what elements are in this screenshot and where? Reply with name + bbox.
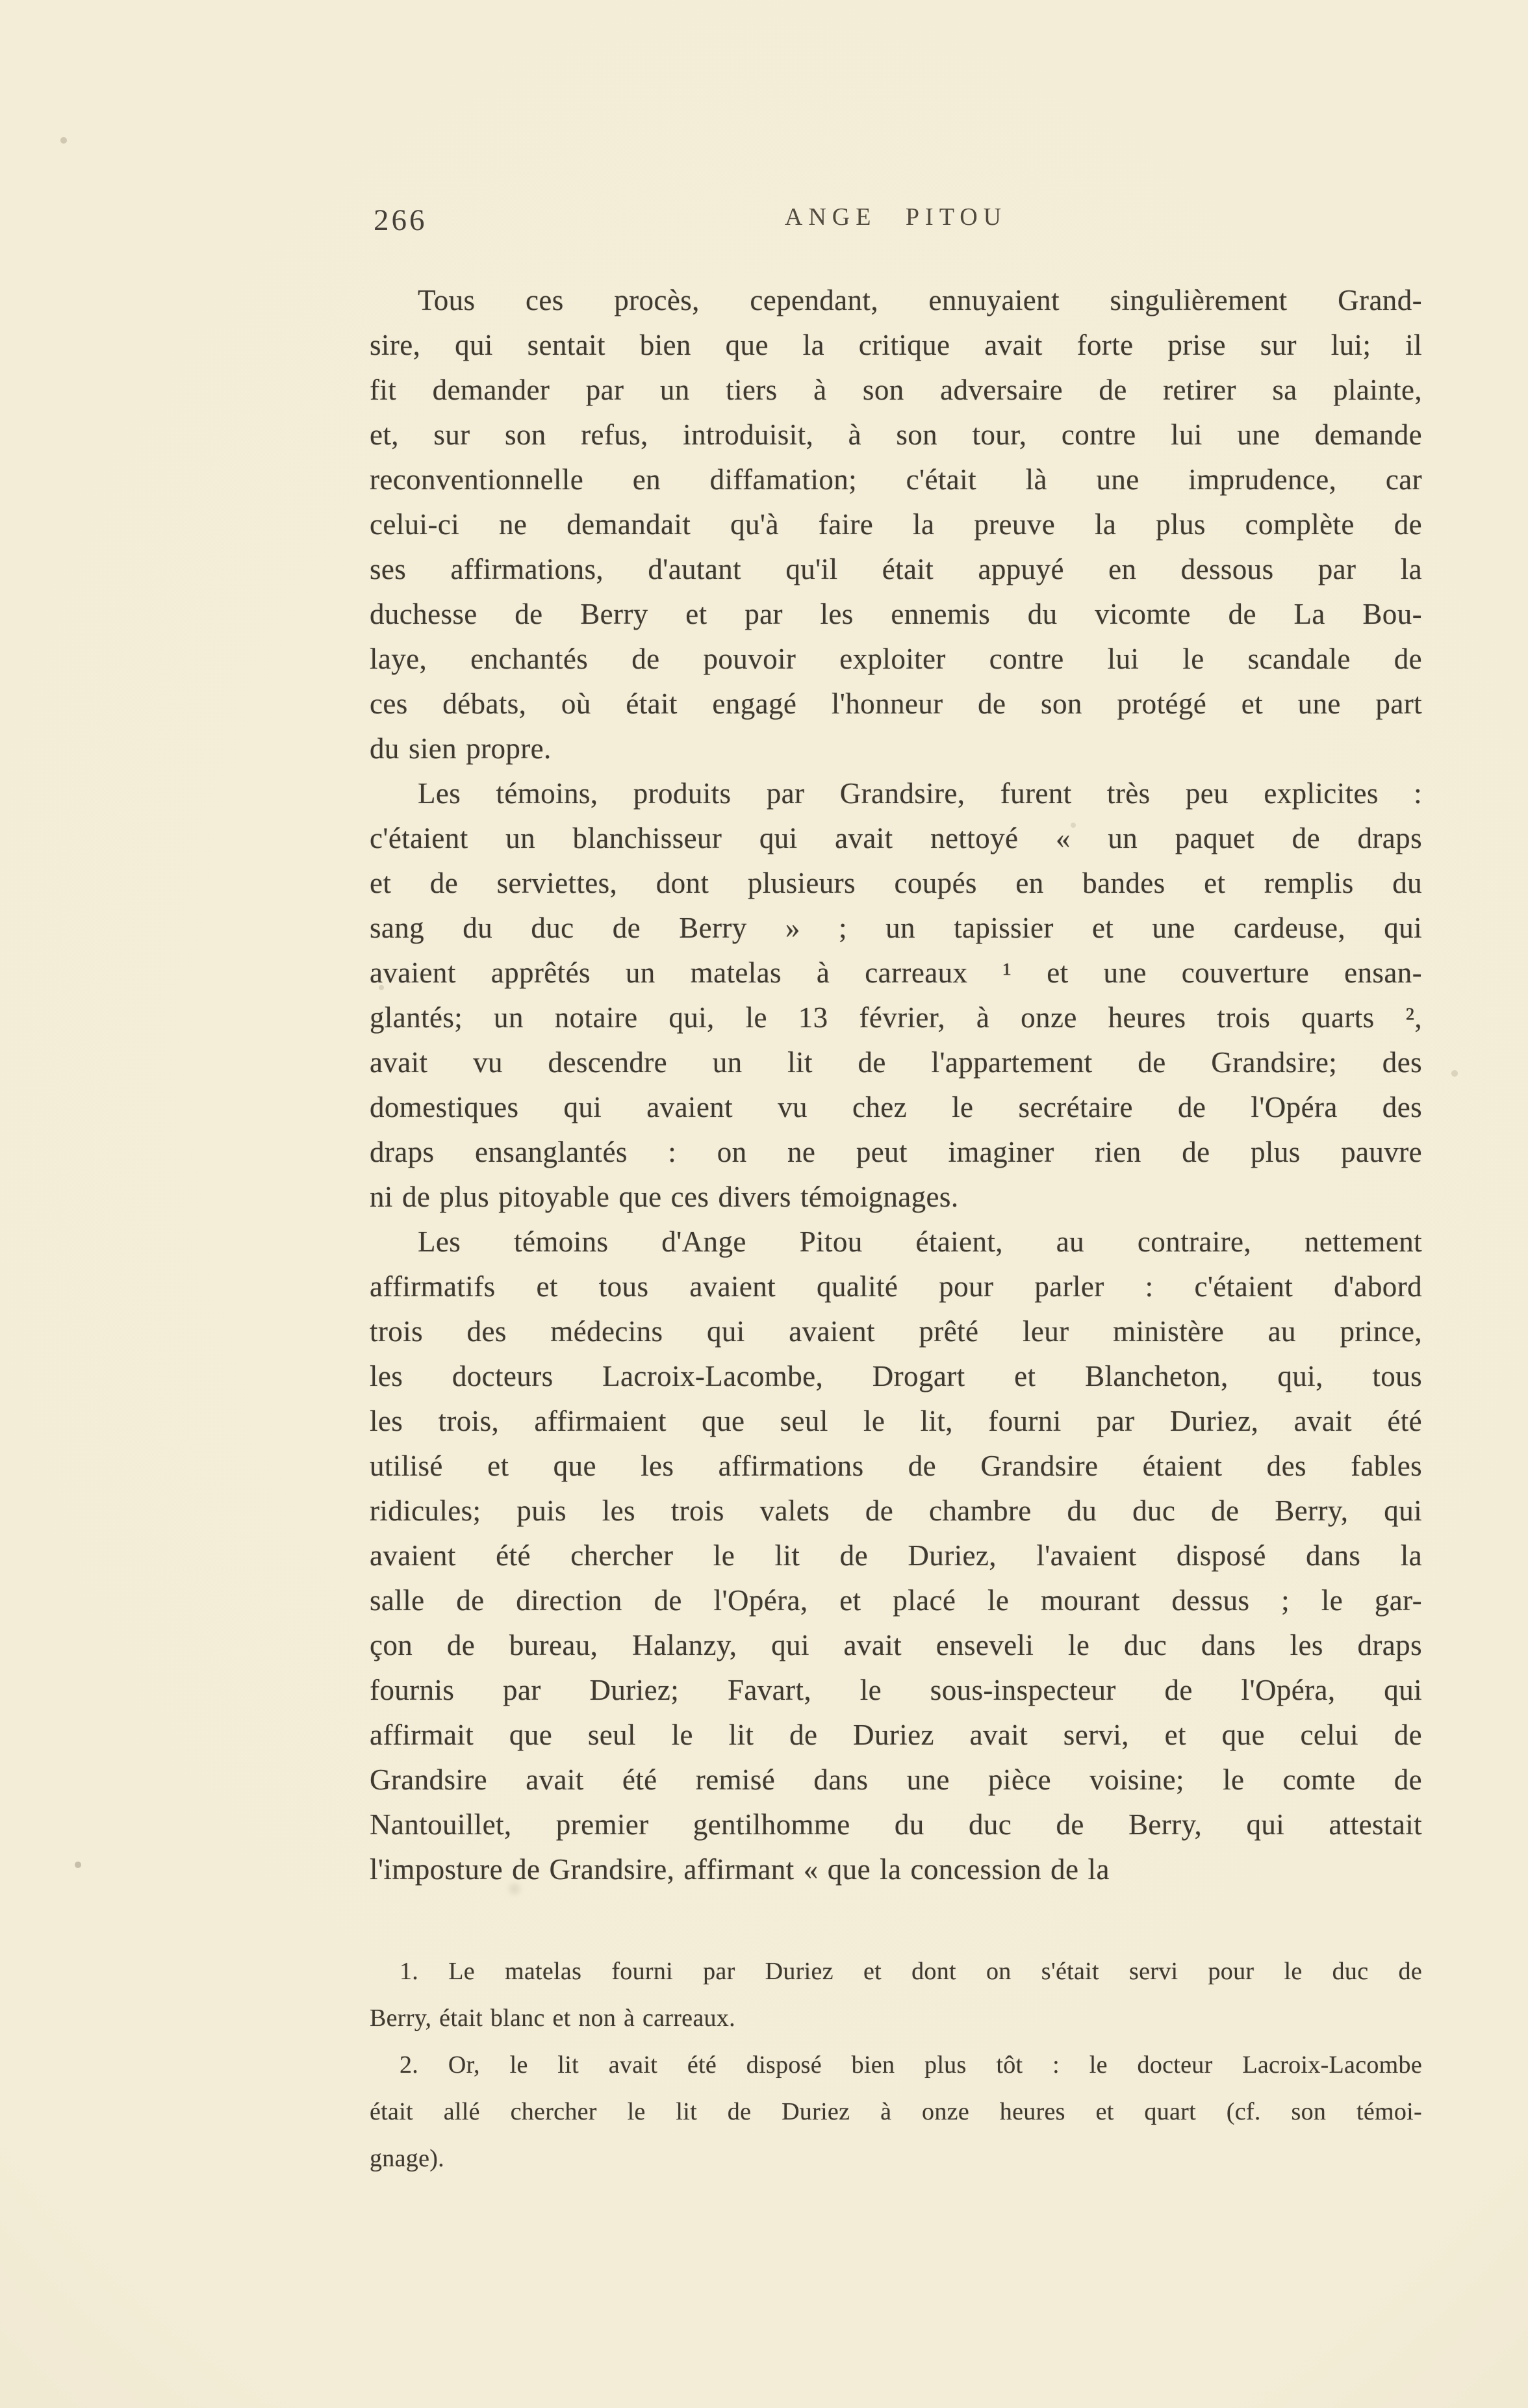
footnote-line: était allé chercher le lit de Duriez à onze heures et quart (cf. son témoi- xyxy=(370,2098,1422,2125)
text-line: du sien propre. xyxy=(370,732,552,765)
text-line: reconventionnelle en diffamation; c'était là une imprudence, car xyxy=(370,463,1422,496)
text-line: et, sur son refus, introduisit, à son tour, contre lui une demande xyxy=(370,418,1422,451)
text-line: Tous ces procès, cependant, ennuyaient singulièrement Grand- xyxy=(418,284,1422,316)
text-line: et de serviettes, dont plusieurs coupés en bandes et remplis du xyxy=(370,867,1422,899)
text-line: ses affirmations, d'autant qu'il était appuyé en dessous par la xyxy=(370,553,1422,585)
text-line: les docteurs Lacroix-Lacombe, Drogart et Blancheton, qui, tous xyxy=(370,1360,1422,1392)
text-line: avaient apprêtés un matelas à carreaux ¹ et une couverture ensan- xyxy=(370,956,1422,989)
text-line: domestiques qui avaient vu chez le secrétaire de l'Opéra des xyxy=(370,1091,1422,1123)
text-line: affirmatifs et tous avaient qualité pour parler : c'étaient d'abord xyxy=(370,1270,1422,1303)
text-line: Nantouillet, premier gentilhomme du duc de Berry, qui attestait xyxy=(370,1808,1422,1841)
text-line: Les témoins, produits par Grandsire, furent très peu explicites : xyxy=(418,777,1422,810)
text-line: çon de bureau, Halanzy, qui avait enseveli le duc dans les draps xyxy=(370,1629,1422,1661)
body-text xyxy=(370,278,1422,1892)
footnote-line: 1. Le matelas fourni par Duriez et dont on s'était servi pour le duc de xyxy=(400,1958,1422,1985)
text-line: fournis par Duriez; Favart, le sous-inspecteur de l'Opéra, qui xyxy=(370,1674,1422,1706)
paper-specks xyxy=(0,0,3,3)
page-header xyxy=(370,203,1422,250)
page-number: 266 xyxy=(374,203,427,237)
text-line: glantés; un notaire qui, le 13 février, à onze heures trois quarts ², xyxy=(370,1001,1422,1034)
text-line: celui-ci ne demandait qu'à faire la preuve la plus complète de xyxy=(370,508,1422,541)
footnote-line: Berry, était blanc et non à carreaux. xyxy=(370,2005,735,2032)
paragraph xyxy=(370,771,1422,1220)
text-line: avaient été chercher le lit de Duriez, l'avaient disposé dans la xyxy=(370,1539,1422,1572)
text-column xyxy=(370,203,1422,2182)
footnotes xyxy=(370,1948,1422,2182)
text-line: ces débats, où était engagé l'honneur de son protégé et une part xyxy=(370,687,1422,720)
footnote-line: 2. Or, le lit avait été disposé bien plus tôt : le docteur Lacroix-Lacombe xyxy=(400,2051,1422,2079)
footnote-1 xyxy=(370,1948,1422,2042)
text-line: l'imposture de Grandsire, affirmant « que la concession de la xyxy=(370,1853,1110,1886)
paragraph xyxy=(370,278,1422,771)
text-line: draps ensanglantés : on ne peut imaginer rien de plus pauvre xyxy=(370,1136,1422,1168)
text-line: affirmait que seul le lit de Duriez avait servi, et que celui de xyxy=(370,1719,1422,1751)
text-line: ni de plus pitoyable que ces divers témoignages. xyxy=(370,1181,959,1213)
text-line: trois des médecins qui avaient prêté leur ministère au prince, xyxy=(370,1315,1422,1348)
text-line: Grandsire avait été remisé dans une pièce voisine; le comte de xyxy=(370,1763,1422,1796)
text-line: c'étaient un blanchisseur qui avait nettoyé « un paquet de draps xyxy=(370,822,1422,854)
text-line: salle de direction de l'Opéra, et placé le mourant dessus ; le gar- xyxy=(370,1584,1422,1617)
text-line: sang du duc de Berry » ; un tapissier et une cardeuse, qui xyxy=(370,912,1422,944)
text-line: utilisé et que les affirmations de Grandsire étaient des fables xyxy=(370,1450,1422,1482)
text-line: Les témoins d'Ange Pitou étaient, au contraire, nettement xyxy=(418,1225,1422,1258)
footnote-line: gnage). xyxy=(370,2145,444,2172)
text-line: sire, qui sentait bien que la critique avait forte prise sur lui; il xyxy=(370,329,1422,361)
text-line: fit demander par un tiers à son adversaire de retirer sa plainte, xyxy=(370,374,1422,406)
footnote-2 xyxy=(370,2042,1422,2182)
text-line: les trois, affirmaient que seul le lit, fourni par Duriez, avait été xyxy=(370,1405,1422,1437)
text-line: ridicules; puis les trois valets de chambre du duc de Berry, qui xyxy=(370,1494,1422,1527)
text-line: duchesse de Berry et par les ennemis du vicomte de La Bou- xyxy=(370,598,1422,630)
paragraph xyxy=(370,1220,1422,1892)
running-title: ANGE PITOU xyxy=(784,203,1008,231)
text-line: laye, enchantés de pouvoir exploiter contre lui le scandale de xyxy=(370,643,1422,675)
text-line: avait vu descendre un lit de l'appartement de Grandsire; des xyxy=(370,1046,1422,1079)
